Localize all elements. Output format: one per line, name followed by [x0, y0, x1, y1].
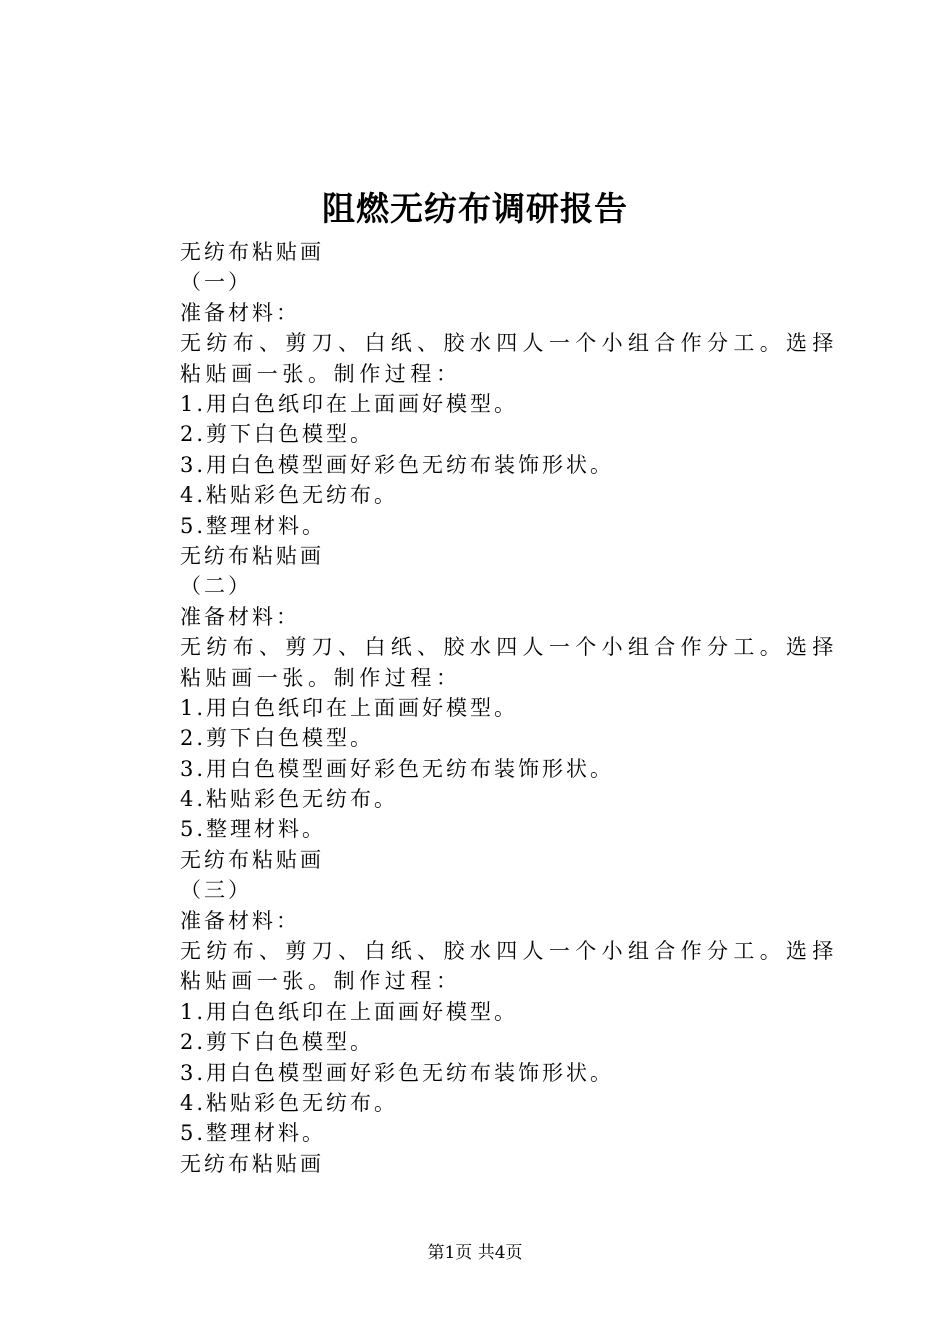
- materials-label: 准备材料：: [180, 908, 300, 933]
- document-body: [128, 237, 838, 1179]
- step-item: 2.剪下白色模型。: [180, 726, 375, 751]
- step-item: 3.用白色模型画好彩色无纺布装饰形状。: [180, 1060, 615, 1085]
- step-item: 5.整理材料。: [180, 1121, 327, 1146]
- section-heading: 无纺布粘贴画: [180, 543, 324, 568]
- step-item: 1.用白色纸印在上面画好模型。: [180, 391, 519, 416]
- section: [128, 237, 838, 541]
- step-item: 5.整理材料。: [180, 513, 327, 538]
- step-item: 2.剪下白色模型。: [180, 422, 375, 447]
- materials-label: 准备材料：: [180, 604, 300, 629]
- step-item: 1.用白色纸印在上面画好模型。: [180, 999, 519, 1024]
- step-item: 3.用白色模型画好彩色无纺布装饰形状。: [180, 452, 615, 477]
- section: [128, 845, 838, 1149]
- document-title: 阻燃无纺布调研报告: [322, 189, 628, 228]
- step-item: 4.粘贴彩色无纺布。: [180, 483, 399, 508]
- materials-text: 无纺布、剪刀、白纸、胶水四人一个小组合作分工。选择粘贴画一张。制作过程：: [180, 331, 838, 386]
- section-number: （一）: [180, 270, 252, 295]
- section-heading: 无纺布粘贴画: [180, 240, 324, 264]
- section-number: （二）: [180, 574, 252, 599]
- step-item: 1.用白色纸印在上面画好模型。: [180, 695, 519, 720]
- section: [128, 541, 838, 845]
- section-heading: 无纺布粘贴画: [180, 847, 324, 872]
- materials-label: 准备材料：: [180, 300, 300, 325]
- materials-text: 无纺布、剪刀、白纸、胶水四人一个小组合作分工。选择粘贴画一张。制作过程：: [180, 635, 838, 690]
- materials-text: 无纺布、剪刀、白纸、胶水四人一个小组合作分工。选择粘贴画一张。制作过程：: [180, 939, 838, 994]
- section-number: （三）: [180, 878, 252, 903]
- step-item: 5.整理材料。: [180, 817, 327, 842]
- page-footer: 第1页 共4页: [427, 1243, 523, 1263]
- step-item: 4.粘贴彩色无纺布。: [180, 787, 399, 812]
- step-item: 2.剪下白色模型。: [180, 1030, 375, 1055]
- step-item: 3.用白色模型画好彩色无纺布装饰形状。: [180, 756, 615, 781]
- step-item: 4.粘贴彩色无纺布。: [180, 1091, 399, 1116]
- section-heading: 无纺布粘贴画: [180, 1151, 324, 1176]
